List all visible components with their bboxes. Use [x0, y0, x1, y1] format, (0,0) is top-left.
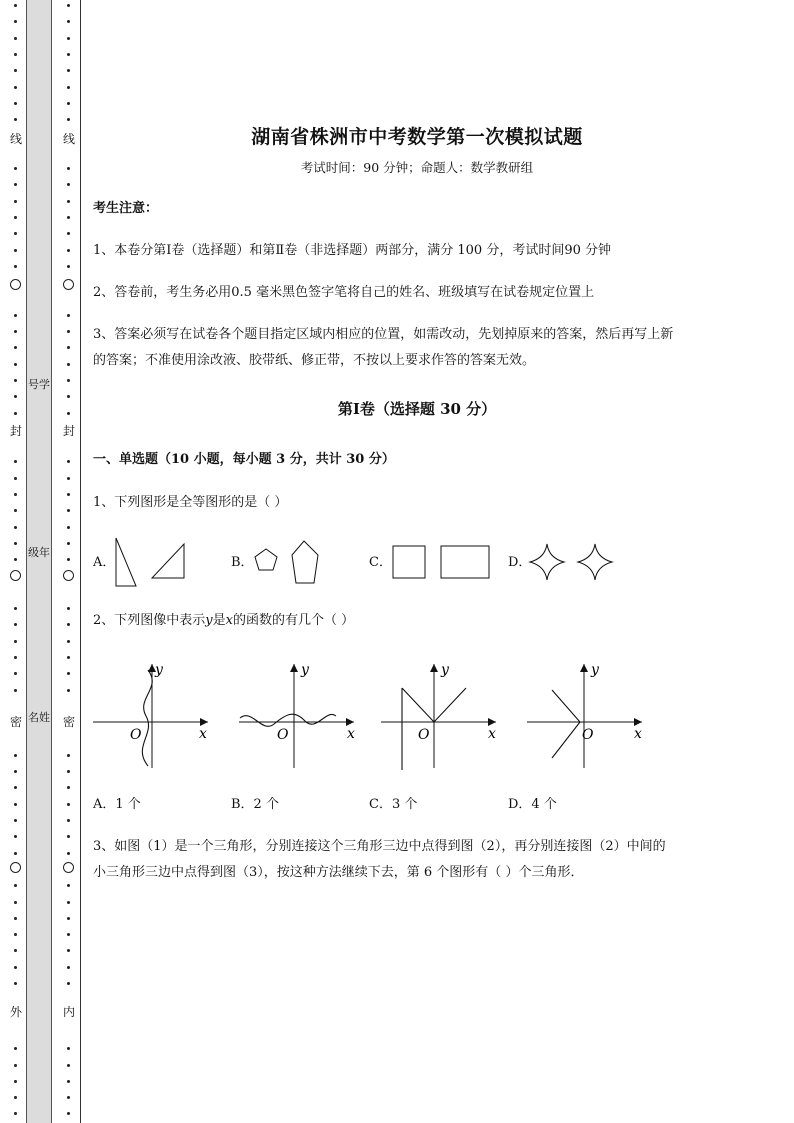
seal-dot: [67, 803, 70, 806]
name-field: [26, 710, 52, 725]
field-label: 级年: [28, 546, 50, 559]
q1-figure-a: [108, 532, 188, 590]
q2-option-c: C．3 个: [369, 797, 418, 812]
seal-dot: [14, 477, 17, 480]
seal-dot: [14, 949, 17, 952]
seal-dot: [14, 672, 17, 675]
q1-option-a: A．: [93, 555, 116, 570]
origin-label: O: [277, 727, 289, 743]
seal-dot: [14, 526, 17, 529]
q2-stem-part: 2、下列图像中表示: [93, 613, 206, 628]
seal-dot: [14, 493, 17, 496]
seal-dot: [14, 558, 17, 561]
seal-dot: [14, 770, 17, 773]
seal-dot: [67, 933, 70, 936]
origin-label: O: [582, 727, 594, 743]
seal-dot: [67, 249, 70, 252]
seal-char-nei: 内: [62, 1005, 75, 1019]
seal-dot: [14, 1112, 17, 1115]
q2-option-d: D．4 个: [508, 797, 557, 812]
seal-dot: [67, 379, 70, 382]
seal-dot: [14, 460, 17, 463]
q1-option-b: B．: [231, 555, 254, 570]
student-number-field: [26, 377, 52, 392]
section-title: 第Ⅰ卷（选择题 30 分）: [337, 400, 497, 418]
seal-dot: [67, 656, 70, 659]
seal-dot: [14, 803, 17, 806]
seal-dot: [67, 640, 70, 643]
square-shape: [393, 546, 425, 578]
origin-label: O: [130, 727, 142, 743]
seal-dot: [14, 86, 17, 89]
part-title: 一、单选题（10 小题，每小题 3 分，共计 30 分）: [93, 452, 395, 467]
notice-item-1: 1、本卷分第Ⅰ卷（选择题）和第Ⅱ卷（非选择题）两部分，满分 100 分，考试时间90 分钟: [93, 243, 611, 258]
seal-dot: [67, 949, 70, 952]
variable-y: y: [205, 613, 213, 628]
seal-dot: [67, 118, 70, 121]
seal-dot: [67, 216, 70, 219]
seal-char-mi: 密: [9, 715, 22, 729]
seal-char-feng: 封: [9, 424, 22, 438]
seal-ring: [10, 279, 21, 290]
seal-dot: [14, 265, 17, 268]
seal-dot: [14, 379, 17, 382]
seal-dot: [14, 852, 17, 855]
origin-label: O: [418, 727, 430, 743]
seal-dot: [14, 982, 17, 985]
seal-dot: [14, 1080, 17, 1083]
seal-dot: [14, 232, 17, 235]
axis-x-label: x: [488, 726, 496, 742]
seal-char-mi: 密: [62, 715, 75, 729]
seal-dot: [67, 901, 70, 904]
seal-dot: [67, 69, 70, 72]
seal-dot: [67, 20, 70, 23]
four-point-star-shape: [578, 544, 612, 580]
seal-dot: [14, 542, 17, 545]
seal-dot: [14, 330, 17, 333]
seal-dot: [14, 346, 17, 349]
q2-graph-2: [236, 658, 360, 772]
seal-ring: [63, 279, 74, 290]
seal-dot: [14, 118, 17, 121]
axis-x-label: x: [634, 726, 642, 742]
seal-char-feng: 封: [62, 424, 75, 438]
grade-field: [26, 545, 52, 560]
seal-dot: [67, 672, 70, 675]
seal-dot: [67, 346, 70, 349]
q3-stem-line2: 小三角形三边中点得到图（3），按这种方法继续下去，第 6 个图形有（ ）个三角形．: [93, 865, 584, 880]
seal-dot: [67, 689, 70, 692]
q1-figure-d: [526, 540, 616, 584]
seal-dot: [67, 1047, 70, 1050]
q2-stem-part: 是: [212, 613, 226, 628]
seal-dot: [14, 1064, 17, 1067]
axis-y-label: y: [155, 662, 163, 678]
variable-x: x: [225, 613, 233, 628]
seal-ring: [10, 862, 21, 873]
seal-dot: [67, 852, 70, 855]
seal-dot: [14, 509, 17, 512]
seal-dot: [14, 835, 17, 838]
field-label: 号学: [28, 378, 50, 391]
seal-ring: [63, 862, 74, 873]
seal-dot: [67, 1080, 70, 1083]
page-title: 湖南省株洲市中考数学第一次模拟试题: [251, 126, 583, 148]
seal-dot: [14, 754, 17, 757]
seal-dot: [14, 37, 17, 40]
seal-dot: [67, 86, 70, 89]
q1-option-c: C．: [369, 555, 392, 570]
seal-dot: [14, 656, 17, 659]
seal-dot: [67, 835, 70, 838]
seal-dot: [14, 884, 17, 887]
seal-dot: [14, 183, 17, 186]
seal-char-wai: 外: [9, 1005, 22, 1019]
seal-dot: [14, 917, 17, 920]
axis-y-label: y: [441, 662, 449, 678]
notice-item-3-cont: 的答案；不准使用涂改液、胶带纸、修正带，不按以上要求作答的答案无效。: [93, 353, 536, 368]
seal-dot: [14, 53, 17, 56]
q1-stem: 1、下列图形是全等图形的是（ ）: [93, 495, 288, 510]
seal-dot: [67, 770, 70, 773]
seal-dot: [67, 53, 70, 56]
seal-dot: [67, 200, 70, 203]
seal-dot: [14, 314, 17, 317]
seal-dot: [67, 493, 70, 496]
seal-dot: [14, 20, 17, 23]
seal-dot: [14, 69, 17, 72]
sideways-v-shape: [552, 690, 580, 758]
four-point-star-shape: [530, 544, 564, 580]
q2-graph-3: [378, 658, 502, 772]
seal-dot: [67, 183, 70, 186]
seal-dot: [67, 1096, 70, 1099]
seal-dot: [14, 102, 17, 105]
seal-char-xian: 线: [62, 132, 75, 146]
seal-dot: [67, 477, 70, 480]
seal-dot: [14, 819, 17, 822]
large-pentagon-shape: [292, 541, 318, 583]
seal-ring: [10, 570, 21, 581]
seal-dot: [67, 1064, 70, 1067]
exam-subtitle: 考试时间：90 分钟；命题人：数学教研组: [300, 160, 534, 175]
seal-dot: [67, 982, 70, 985]
seal-dot: [67, 1112, 70, 1115]
q2-stem: [93, 608, 354, 634]
seal-dot: [67, 754, 70, 757]
seal-dot: [67, 509, 70, 512]
seal-dot: [67, 819, 70, 822]
seal-dot: [14, 363, 17, 366]
small-pentagon-shape: [255, 549, 277, 570]
q2-graph-1: [90, 658, 214, 772]
seal-dot: [14, 623, 17, 626]
seal-dot: [14, 933, 17, 936]
seal-dot: [14, 689, 17, 692]
seal-dot: [14, 786, 17, 789]
notice-item-3: 3、答案必须写在试卷各个题目指定区域内相应的位置，如需改动，先划掉原来的答案，然后再写上新: [93, 327, 674, 342]
right-triangle-shape: [152, 544, 184, 578]
seal-dot: [14, 640, 17, 643]
notice-heading: 考生注意：: [93, 201, 159, 216]
seal-dot: [67, 37, 70, 40]
axis-x-label: x: [347, 726, 355, 742]
seal-dot: [67, 623, 70, 626]
wave-curve: [240, 714, 336, 726]
seal-dot: [14, 607, 17, 610]
seal-dot: [67, 607, 70, 610]
seal-dot: [14, 1096, 17, 1099]
seal-dot: [67, 542, 70, 545]
axis-y-label: y: [301, 662, 309, 678]
seal-dot: [14, 216, 17, 219]
seal-dot: [14, 901, 17, 904]
seal-dot: [67, 314, 70, 317]
seal-dot: [67, 917, 70, 920]
axis-y-label: y: [591, 662, 599, 678]
field-label: 名姓: [28, 711, 50, 724]
seal-dot: [67, 4, 70, 7]
seal-dot: [67, 363, 70, 366]
seal-dot: [67, 558, 70, 561]
seal-dot: [67, 265, 70, 268]
seal-dot: [67, 786, 70, 789]
q1-figure-b: [248, 537, 328, 587]
q2-stem-part: 的函数的有几个（ ）: [233, 613, 355, 628]
seal-dot: [14, 200, 17, 203]
seal-dot: [14, 966, 17, 969]
seal-dot: [67, 232, 70, 235]
seal-dot: [67, 526, 70, 529]
q3-stem-line1: 3、如图（1）是一个三角形，分别连接这个三角形三边中点得到图（2），再分别连接图（2）中间的: [93, 839, 666, 854]
seal-char-xian: 线: [9, 132, 22, 146]
seal-dot: [67, 330, 70, 333]
seal-ring: [63, 570, 74, 581]
seal-dot: [14, 249, 17, 252]
seal-dot: [14, 1047, 17, 1050]
right-triangle-shape: [116, 538, 136, 586]
curve-not-function: [142, 670, 152, 766]
notice-item-2: 2、答卷前，考生务必用0.5 毫米黑色签字笔将自己的姓名、班级填写在试卷规定位置上: [93, 285, 595, 300]
q2-graph-4: [524, 658, 648, 772]
seal-dot: [67, 460, 70, 463]
q1-option-d: D．: [508, 555, 532, 570]
axis-x-label: x: [199, 726, 207, 742]
q2-option-b: B．2 个: [231, 797, 279, 812]
seal-dot: [67, 884, 70, 887]
seal-dot: [14, 4, 17, 7]
q2-option-a: A．1 个: [93, 797, 141, 812]
rectangle-shape: [441, 546, 489, 578]
seal-dot: [67, 102, 70, 105]
q1-figure-c: [388, 542, 494, 582]
seal-dot: [67, 966, 70, 969]
